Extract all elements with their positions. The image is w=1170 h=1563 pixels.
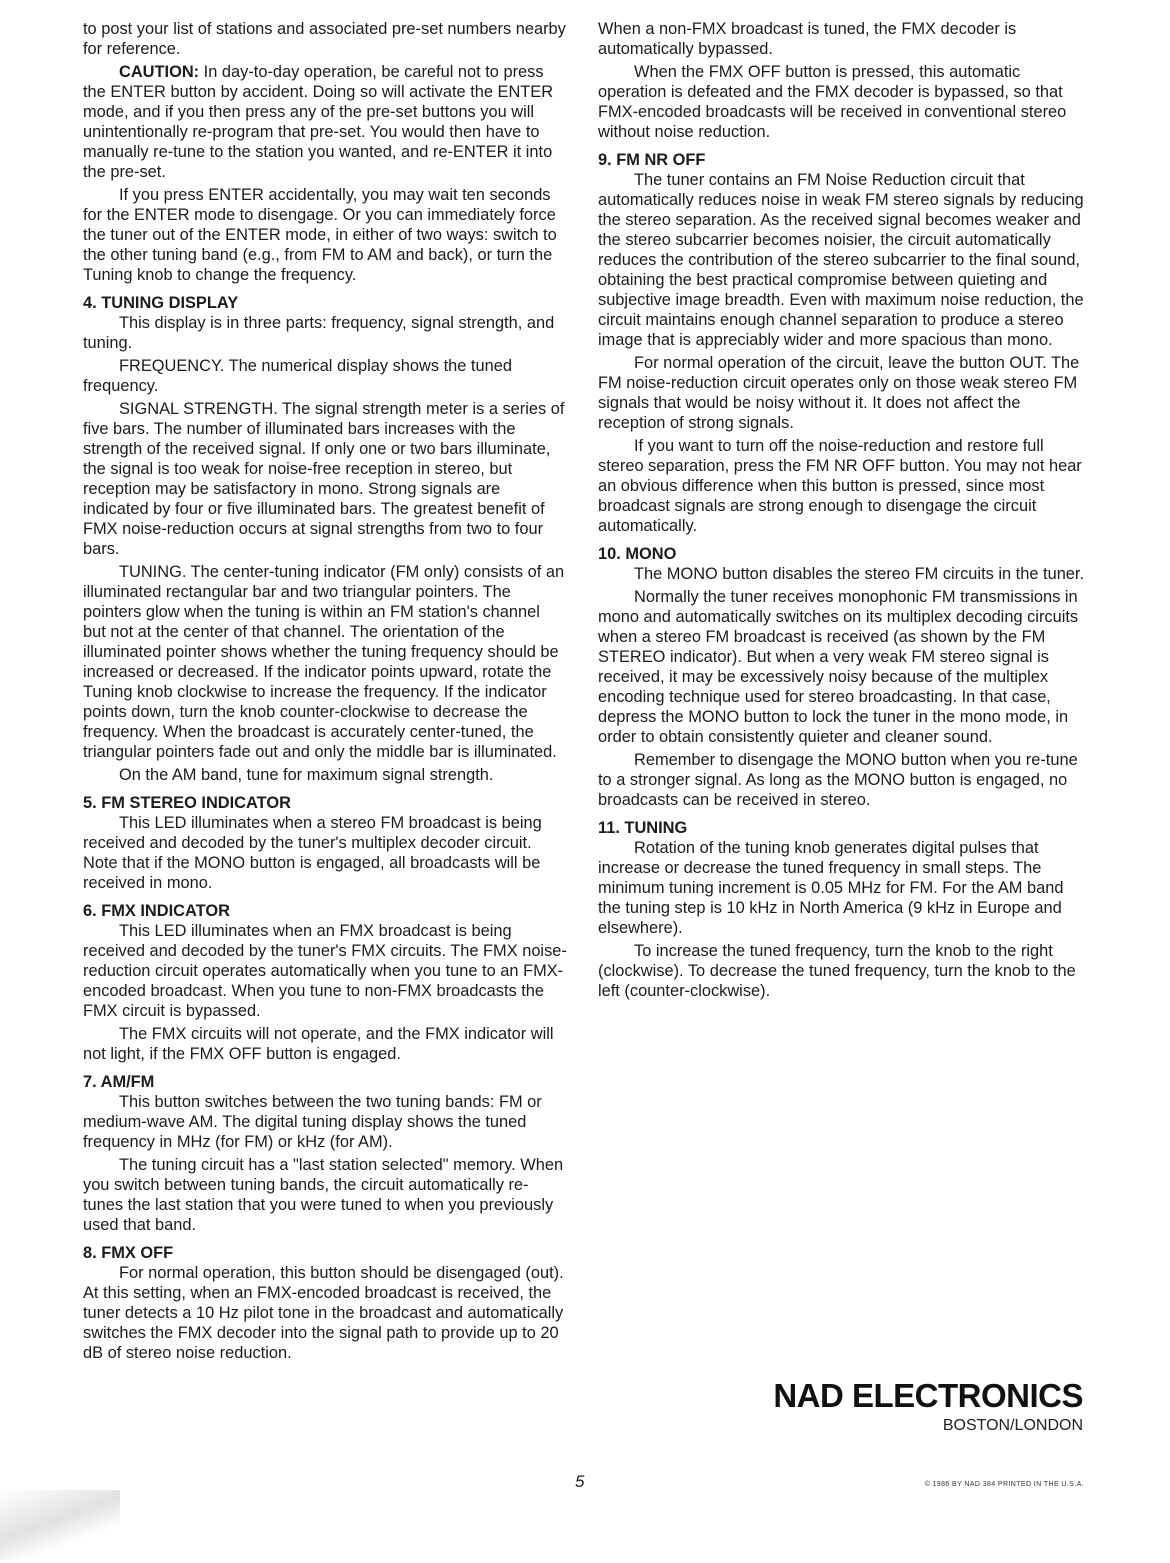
paragraph: SIGNAL STRENGTH. The signal strength meter is a series of five bars. The number of illuminated bars increases with the strength of the received signal. If only one or two bars illuminate, the signal is too weak for noise-free reception in stereo, but reception may be satisfactory in mono. Strong signals are indicated by four or five illuminated bars. The greatest benefit of FMX noise-reduction occurs at signal strengths from two to four bars. — [83, 400, 565, 558]
paragraph: For normal operation, this button should be disengaged (out). At this setting, when an FMX-encoded broadcast is received, the tuner detects a 10 Hz pilot tone in the broadcast and automatically switches the FMX decoder into the signal path to provide up to 20 dB of stereo noise reduction. — [83, 1264, 564, 1362]
paragraph: The FMX circuits will not operate, and the FMX indicator will not light, if the FMX OFF button is engaged. — [83, 1025, 554, 1063]
paragraph: To increase the tuned frequency, turn the knob to the right (clockwise). To decrease the tuned frequency, turn the knob to the left (counter-clockwise). — [598, 942, 1076, 1000]
scan-smudge — [0, 1490, 120, 1560]
brand-name: NAD ELECTRONICS — [773, 1377, 1083, 1414]
paragraph: For normal operation of the circuit, leave the button OUT. The FM noise-reduction circuit operates only on those weak stereo FM signals that would be noisy without it. It does not affect the reception of strong signals. — [598, 354, 1080, 432]
caution-paragraph — [83, 62, 567, 182]
paragraph: TUNING. The center-tuning indicator (FM only) consists of an illuminated rectangular bar and two triangular pointers. The pointers glow when the tuning is within an FM station's channel but not at the center of that channel. The orientation of the illuminated pointer shows whether the tuning frequency should be increased or decreased. If the indicator points upward, rotate the Tuning knob clockwise to increase the frequency. If the indicator points down, turn the knob counter-clockwise to decrease the frequency. When the broadcast is accurately center-tuned, the triangular pointers fade out and only the middle bar is illuminated. — [83, 563, 565, 761]
paragraph: This button switches between the two tuning bands: FM or medium-wave AM. The digital tuning display shows the tuned frequency in MHz (for FM) or kHz (for AM). — [83, 1093, 542, 1151]
copyright-notice: © 1986 BY NAD 384 PRINTED IN THE U.S.A. — [924, 1481, 1084, 1488]
paragraph: Rotation of the tuning knob generates digital pulses that increase or decrease the tuned frequency in small steps. The minimum tuning increment is 0.05 MHz for FM. For the AM band the tuning step is 10 kHz in North America (9 kHz in Europe and elsewhere). — [598, 839, 1064, 937]
paragraph: If you want to turn off the noise-reduction and restore full stereo separation, press the FM NR OFF button. You may not hear an obvious difference when this button is pressed, since most broadcast signals are strong enough to disengage the circuit automatically. — [598, 437, 1082, 535]
caution-text: In day-to-day operation, be careful not to press the ENTER button by accident. Doing so will activate the ENTER mode, and if you then press any of the pre-set buttons you will unintentionally re-program that pre-set. You would then have to manually re-tune to the station you wanted, and re-ENTER it into the pre-set. — [83, 63, 554, 181]
paragraph: This LED illuminates when a stereo FM broadcast is being received and decoded by the tuner's multiplex decoder circuit. Note that if the MONO button is engaged, all broadcasts will be received in mono. — [83, 814, 542, 892]
section-heading-tuning-display: 4. TUNING DISPLAY — [83, 294, 239, 312]
section-heading-fmx-off: 8. FMX OFF — [83, 1244, 174, 1262]
paragraph: The tuning circuit has a "last station selected" memory. When you switch between tuning bands, the circuit automatically re-tunes the last station that you were tuned to when you previously used that band. — [83, 1156, 564, 1234]
paragraph: When the FMX OFF button is pressed, this automatic operation is defeated and the FMX decoder is bypassed, so that FMX-encoded broadcasts will be received in conventional stereo without noise reduction. — [598, 63, 1067, 141]
caution-label: CAUTION: — [119, 63, 200, 81]
paragraph: FREQUENCY. The numerical display shows the tuned frequency. — [83, 357, 512, 395]
paragraph: to post your list of stations and associated pre-set numbers nearby for reference. — [83, 20, 566, 58]
section-heading-am-fm: 7. AM/FM — [83, 1073, 155, 1091]
paragraph: When a non-FMX broadcast is tuned, the FMX decoder is automatically bypassed. — [598, 20, 1017, 58]
page-number: 5 — [575, 1472, 585, 1491]
paragraph: The tuner contains an FM Noise Reduction circuit that automatically reduces noise in weak FM stereo signals by reducing the stereo separation. As the received signal becomes weaker and the stereo subcarrier becomes noisier, the circuit automatically reduces the contribution of the stereo subcarrier to the final sound, obtaining the best practical compromise between quieting and subjective image breadth. Even with maximum noise reduction, the circuit maintains enough channel separation to produce a stereo image that is appreciably wider and more spacious than mono. — [598, 171, 1084, 349]
left-column — [83, 19, 567, 1366]
paragraph: Remember to disengage the MONO button when you re-tune to a stronger signal. As long as the MONO button is engaged, no broadcasts can be received in stereo. — [598, 751, 1078, 809]
brand-block — [773, 1376, 1083, 1436]
paragraph: The MONO button disables the stereo FM circuits in the tuner. — [634, 565, 1085, 583]
paragraph: On the AM band, tune for maximum signal strength. — [119, 766, 494, 784]
section-heading-fmx-indicator: 6. FMX INDICATOR — [83, 902, 230, 920]
section-heading-fm-stereo-indicator: 5. FM STEREO INDICATOR — [83, 794, 291, 812]
right-column — [598, 19, 1088, 1004]
paragraph: Normally the tuner receives monophonic FM transmissions in mono and automatically switches on its multiplex decoding circuits when a stereo FM broadcast is received (as shown by the FM STEREO indicator). But when a very weak FM stereo signal is received, it may be excessively noisy because of the multiplex encoding technique used for stereo broadcasting. In that case, depress the MONO button to lock the tuner in the mono mode, in order to obtain consistently quieter and cleaner sound. — [598, 588, 1079, 746]
paragraph: This LED illuminates when an FMX broadcast is being received and decoded by the tuner's FMX circuits. The FMX noise-reduction circuit operates automatically when you tune to an FMX-encoded broadcast. When you tune to non-FMX broadcasts the FMX circuit is bypassed. — [83, 922, 567, 1020]
section-heading-mono: 10. MONO — [598, 545, 677, 563]
paragraph: This display is in three parts: frequency, signal strength, and tuning. — [83, 314, 555, 352]
paragraph: If you press ENTER accidentally, you may wait ten seconds for the ENTER mode to disengage. Or you can immediately force the tuner out of the ENTER mode, in either of two ways: switch to the other tuning band (e.g., from FM to AM and back), or turn the Tuning knob to change the frequency. — [83, 186, 557, 284]
section-heading-tuning: 11. TUNING — [598, 819, 688, 837]
section-heading-fm-nr-off: 9. FM NR OFF — [598, 151, 706, 169]
brand-city: BOSTON/LONDON — [942, 1417, 1083, 1434]
